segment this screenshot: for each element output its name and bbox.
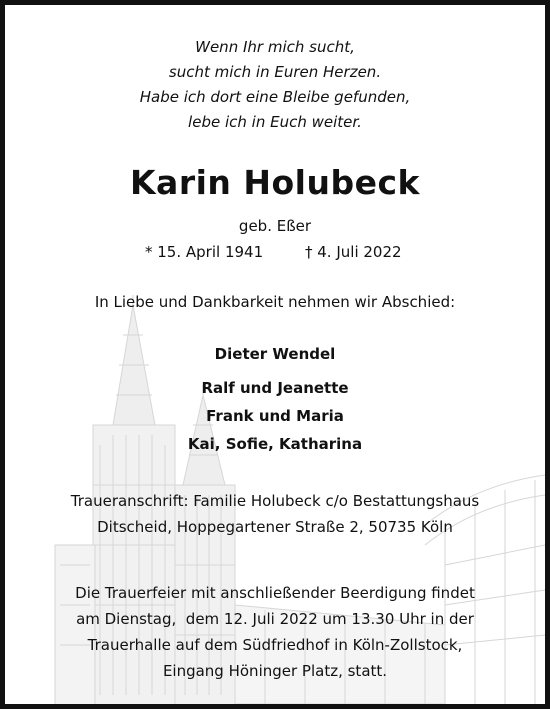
poem-line: Wenn Ihr mich sucht, bbox=[195, 38, 355, 56]
address-line: Traueranschrift: Familie Holubeck c/o Bestattungshaus bbox=[70, 492, 480, 510]
death-date: † 4. Juli 2022 bbox=[305, 243, 402, 261]
birth-name: geb. Eßer bbox=[238, 217, 312, 235]
mourner-name: Dieter Wendel bbox=[214, 345, 336, 363]
funeral-line: Eingang Höninger Platz, statt. bbox=[162, 662, 388, 680]
mourners-list bbox=[5, 340, 545, 458]
funeral-line: Trauerhalle auf dem Südfriedhof in Köln-Zollstock, bbox=[87, 636, 463, 654]
mourner-name: Kai, Sofie, Katharina bbox=[187, 435, 363, 453]
birth-date: * 15. April 1941 bbox=[145, 243, 264, 261]
funeral-line: Die Trauerfeier mit anschließender Beerdigung findet bbox=[75, 584, 475, 602]
farewell-line: In Liebe und Dankbarkeit nehmen wir Abschied: bbox=[94, 293, 456, 311]
funeral-details bbox=[5, 580, 545, 684]
funeral-line: am Dienstag, dem 12. Juli 2022 um 13.30 Uhr in der bbox=[76, 610, 474, 628]
mourner-name: Frank und Maria bbox=[206, 407, 344, 425]
poem-line: Habe ich dort eine Bleibe gefunden, bbox=[139, 88, 411, 106]
mourner-name: Ralf und Jeanette bbox=[201, 379, 349, 397]
address-line: Ditscheid, Hoppegartener Straße 2, 50735 Köln bbox=[97, 518, 453, 536]
mourning-address bbox=[5, 488, 545, 540]
poem-line: sucht mich in Euren Herzen. bbox=[168, 63, 382, 81]
deceased-name: Karin Holubeck bbox=[129, 163, 420, 202]
memorial-poem bbox=[5, 35, 545, 135]
poem-line: lebe ich in Euch weiter. bbox=[188, 113, 362, 131]
